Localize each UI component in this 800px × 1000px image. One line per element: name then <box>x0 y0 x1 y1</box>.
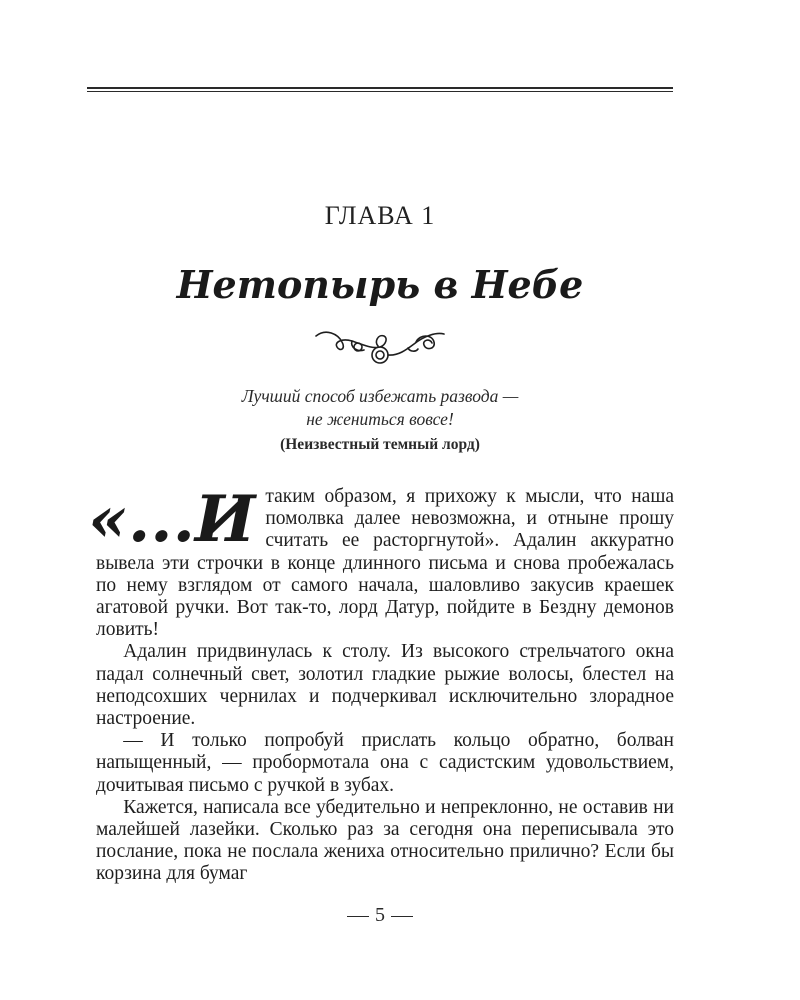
dash-ornament <box>391 916 413 918</box>
top-rule <box>87 87 673 89</box>
paragraph: Кажется, написала все убедительно и непреклонно, не оставив ни малейшей лазейки. Сколько раз за сегодня она переписывала это послание, пока не послала жениха относительно прилично? Если бы корзина для бумаг <box>96 796 674 885</box>
epigraph <box>0 385 760 455</box>
flourish-ornament-icon <box>312 322 448 366</box>
epigraph-line: не жениться вовсе! <box>306 409 454 429</box>
dash-ornament <box>347 916 369 918</box>
top-rule-thin <box>87 91 673 92</box>
epigraph-source: (Неизвестный темный лорд) <box>280 436 480 453</box>
paragraph-text: таким образом, я прихожу к мысли, что наша помолвка далее невозможна, и отныне прошу считать ее расторгнутой». Адалин аккуратно вывела эти строчки в конце длинного письма и снова пробежалась по нему взглядом от самого начала, шаловливо закусив краешек агатовой ручки. Вот так-то, лорд Датур, пойдите в Бездну демонов ловить! <box>96 486 674 641</box>
paragraph: Адалин придвинулась к столу. Из высокого стрельчатого окна падал солнечный свет, золотил гладкие рыжие волосы, блестел на неподсохших чернилах и подчеркивал исключительно злорадное настроение. <box>96 641 674 730</box>
epigraph-line: Лучший способ избежать развода — <box>241 386 519 406</box>
drop-cap: «...И <box>88 482 256 557</box>
chapter-title: Нетопырь в Небе <box>176 262 584 307</box>
page-number-value: 5 <box>375 904 385 926</box>
paragraph: — И только попробуй прислать кольцо обратно, болван напыщенный, — пробормотала она с садистским удовольствием, дочитывая письмо с ручкой в зубах. <box>96 730 674 796</box>
chapter-label: ГЛАВА 1 <box>324 201 436 230</box>
body-text <box>88 482 674 886</box>
page-number <box>0 904 760 927</box>
paragraph <box>88 482 674 641</box>
